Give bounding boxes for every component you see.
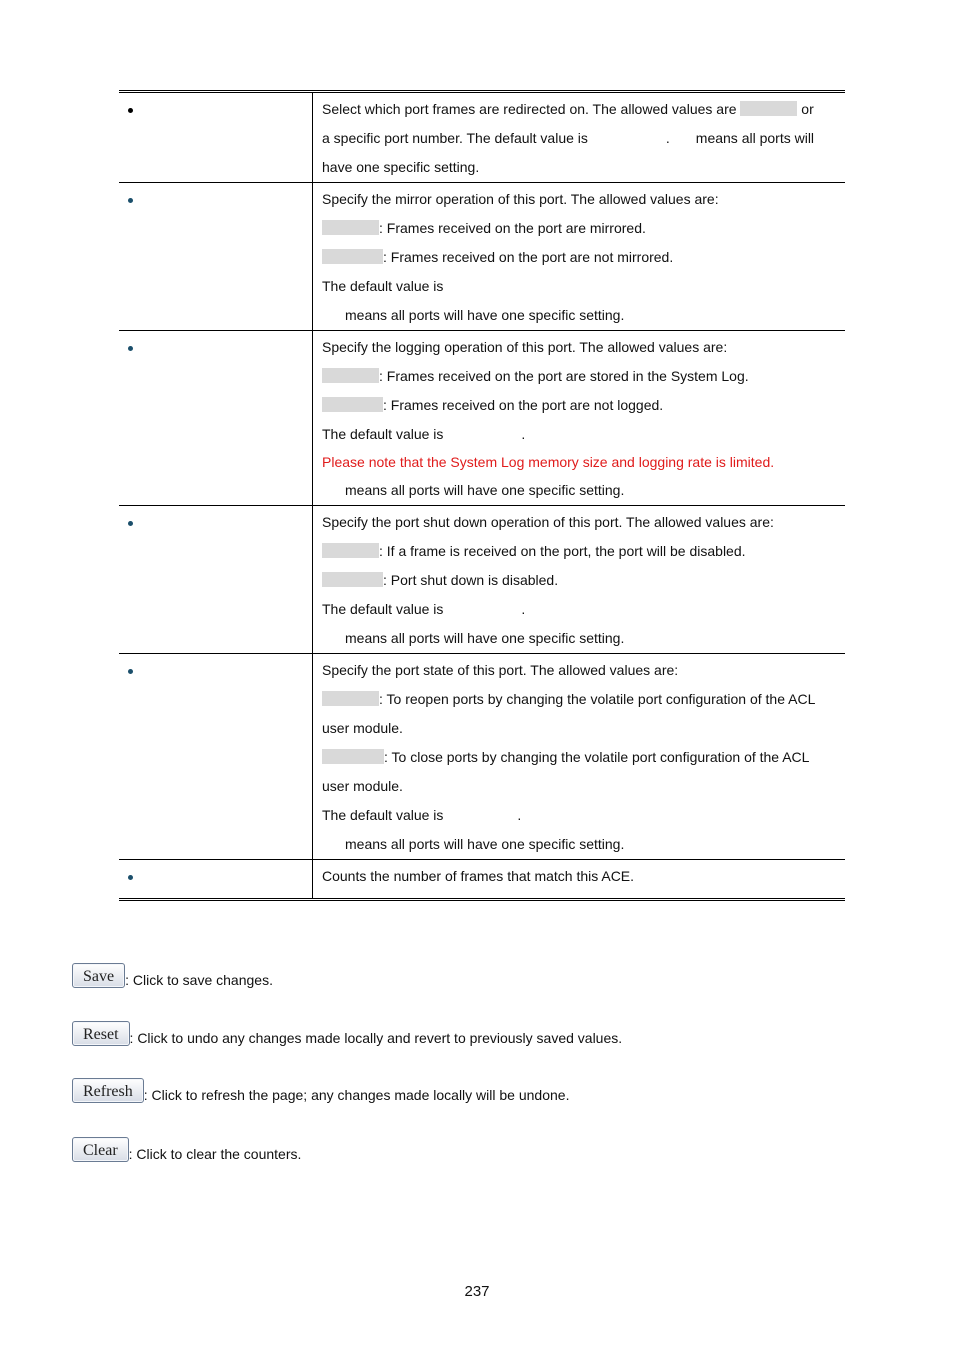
- parameter-name-cell: [119, 183, 313, 331]
- value-highlight: [322, 749, 384, 764]
- description-text: .: [521, 601, 526, 617]
- parameter-description-cell: [313, 92, 846, 183]
- parameter-name-cell: [119, 860, 313, 900]
- description-text: have one specific setting.: [322, 159, 480, 175]
- table-row: [119, 92, 845, 183]
- save-button[interactable]: Save: [72, 963, 125, 988]
- description-text: user module.: [322, 720, 403, 736]
- description-text: The default value is: [322, 601, 444, 617]
- table-row: [119, 860, 845, 900]
- description-text: means all ports will have one specific setting.: [345, 307, 625, 323]
- description-text: The default value is: [322, 807, 444, 823]
- description-text: .: [521, 426, 526, 442]
- description-text: : Frames received on the port are stored in the System Log.: [379, 368, 749, 384]
- value-highlight: [740, 101, 797, 116]
- button-description: : Click to clear the counters.: [128, 1146, 302, 1162]
- table-row: [119, 331, 845, 506]
- bullet-icon: [128, 346, 133, 351]
- description-text: .: [665, 130, 670, 146]
- value-highlight: [322, 543, 379, 558]
- parameter-description-cell: [313, 331, 846, 506]
- description-text: means all ports will have one specific setting.: [345, 482, 625, 498]
- value-highlight: [322, 249, 383, 264]
- button-description: : Click to undo any changes made locally and revert to previously saved values.: [129, 1030, 623, 1046]
- reset-button[interactable]: Reset: [72, 1021, 130, 1046]
- description-text: Specify the logging operation of this port. The allowed values are:: [322, 339, 728, 355]
- parameter-name-cell: [119, 92, 313, 183]
- bullet-icon: [128, 875, 133, 880]
- description-text: a specific port number. The default value is: [322, 130, 588, 146]
- description-text: : If a frame is received on the port, the port will be disabled.: [379, 543, 746, 559]
- button-description: : Click to refresh the page; any changes made locally will be undone.: [143, 1087, 570, 1103]
- parameter-name-cell: [119, 654, 313, 860]
- value-highlight: [322, 572, 383, 587]
- bullet-icon: [128, 198, 133, 203]
- parameter-name-cell: [119, 506, 313, 654]
- value-highlight: [322, 368, 379, 383]
- bullet-icon: [128, 669, 133, 674]
- parameter-table: [119, 90, 845, 901]
- description-text: Specify the port state of this port. The allowed values are:: [322, 662, 679, 678]
- description-text: The default value is: [322, 278, 444, 294]
- description-text: means all ports will have one specific setting.: [345, 836, 625, 852]
- table-row: [119, 654, 845, 860]
- description-text: .: [517, 807, 522, 823]
- description-text: : Port shut down is disabled.: [383, 572, 559, 588]
- parameter-description-cell: [313, 654, 846, 860]
- description-text: : Frames received on the port are not mirrored.: [383, 249, 674, 265]
- value-highlight: [322, 397, 383, 412]
- description-text: Counts the number of frames that match this ACE.: [322, 868, 635, 884]
- parameter-name-cell: [119, 331, 313, 506]
- description-text: means all ports will have one specific setting.: [345, 630, 625, 646]
- parameter-description-cell: [313, 183, 846, 331]
- reset-button-row: [72, 1021, 622, 1046]
- refresh-button-row: [72, 1078, 569, 1103]
- bullet-icon: [128, 108, 133, 113]
- save-button-row: [72, 963, 273, 988]
- description-text: : To reopen ports by changing the volatile port configuration of the ACL: [379, 691, 816, 707]
- description-text: : Frames received on the port are mirrored.: [379, 220, 646, 236]
- parameter-description-cell: [313, 506, 846, 654]
- page-number: 237: [464, 1283, 490, 1300]
- description-text: Specify the mirror operation of this port. The allowed values are:: [322, 191, 719, 207]
- description-text: or: [801, 101, 814, 117]
- description-text: : Frames received on the port are not logged.: [383, 397, 664, 413]
- description-text: The default value is: [322, 426, 444, 442]
- description-text: Specify the port shut down operation of this port. The allowed values are:: [322, 514, 774, 530]
- description-text: means all ports will: [695, 130, 815, 146]
- clear-button[interactable]: Clear: [72, 1137, 129, 1162]
- table-row: [119, 506, 845, 654]
- parameter-description-cell: [313, 860, 846, 900]
- button-description: : Click to save changes.: [125, 972, 273, 988]
- description-text: Select which port frames are redirected on. The allowed values are: [322, 101, 737, 117]
- description-text: : To close ports by changing the volatile port configuration of the ACL: [384, 749, 810, 765]
- table-row: [119, 183, 845, 331]
- value-highlight: [322, 691, 379, 706]
- value-highlight: [322, 220, 379, 235]
- refresh-button[interactable]: Refresh: [72, 1078, 144, 1103]
- description-text: user module.: [322, 778, 403, 794]
- clear-button-row: [72, 1137, 301, 1162]
- note-text: Please note that the System Log memory size and logging rate is limited.: [322, 454, 775, 470]
- bullet-icon: [128, 521, 133, 526]
